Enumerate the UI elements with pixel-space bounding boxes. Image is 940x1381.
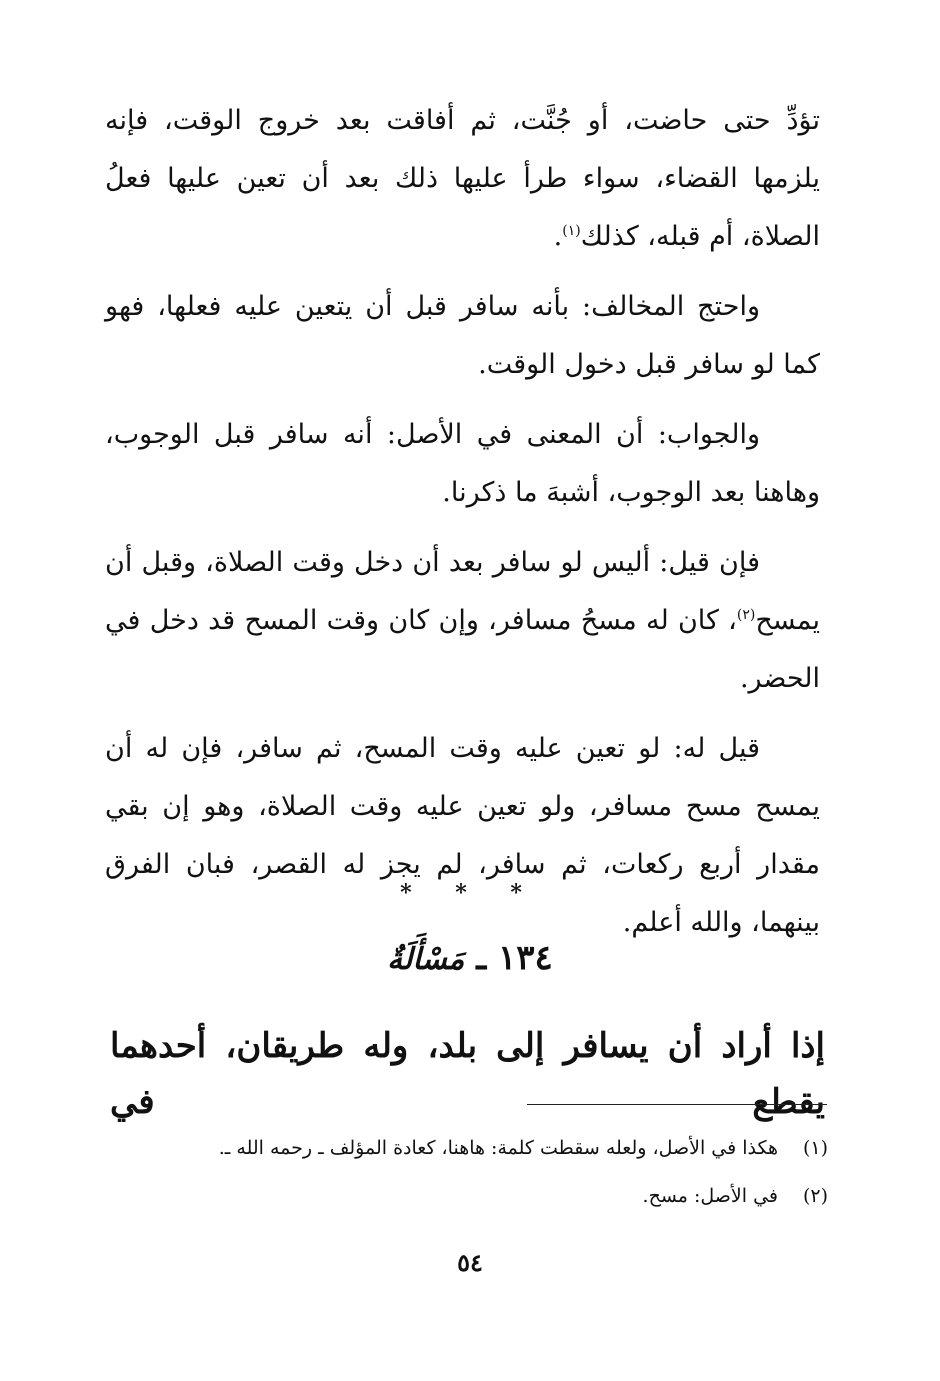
footnote-1-text: هكذا في الأصل، ولعله سقطت كلمة: هاهنا، كعادة المؤلف ـ رحمه الله ـ.: [218, 1137, 778, 1159]
footnote-divider: [527, 1104, 827, 1105]
paragraph-4: [105, 534, 820, 708]
footnote-1-number: (١): [802, 1137, 828, 1159]
paragraph-1-tail: .: [553, 221, 563, 252]
footnotes: [128, 1124, 828, 1220]
issue-word: مَسْأَلَةٌ: [387, 942, 465, 977]
paragraph-4-tail: ، كان له مسحُ مسافر، وإن كان وقت المسح قد دخل في الحضر.: [105, 605, 820, 694]
footnote-1: [128, 1124, 828, 1172]
footnote-2-text: في الأصل: مسح.: [642, 1185, 778, 1207]
footnote-ref-2[interactable]: (٢): [736, 607, 756, 623]
page-number: ٥٤: [457, 1248, 483, 1277]
paragraph-5: قيل له: لو تعين عليه وقت المسح، ثم سافر، فإن له أن يمسح مسح مسافر، ولو تعين عليه وقت الصلاة، وهو إن بقي مقدار أربع ركعات، ثم سافر، لم يجز له القصر، فبان الفرق بينهما، والله أعلم.: [105, 733, 820, 938]
issue-heading: [0, 938, 940, 978]
footnote-2: [128, 1172, 828, 1220]
issue-number: ١٣٤: [498, 938, 553, 978]
paragraph-2: واحتج المخالف: بأنه سافر قبل أن يتعين عليه فعلها، فهو كما لو سافر قبل دخول الوقت.: [105, 291, 820, 380]
paragraph-1: [105, 92, 820, 266]
issue-dash: ـ: [476, 938, 487, 978]
paragraph-4-text: فإن قيل: أليس لو سافر بعد أن دخل وقت الصلاة، وقبل أن يمسح: [105, 547, 820, 636]
paragraph-3: والجواب: أن المعنى في الأصل: أنه سافر قبل الوجوب، وهاهنا بعد الوجوب، أشبهَ ما ذكرنا.: [105, 419, 820, 508]
main-text-body: [105, 92, 820, 964]
paragraph-1-text: تؤدِّ حتى حاضت، أو جُنَّت، ثم أفاقت بعد خروج الوقت، فإنه يلزمها القضاء، سواء طرأ عليها ذلك بعد أن تعين عليها فعلُ الصلاة، أم قبله، كذلك: [105, 105, 820, 252]
section-separator: * * *: [400, 880, 540, 906]
footnote-2-number: (٢): [802, 1185, 828, 1207]
issue-lead-sentence: إذا أراد أن يسافر إلى بلد، وله طريقان، أحدهما يقطع في: [110, 1026, 825, 1122]
footnote-ref-1[interactable]: (١): [562, 223, 581, 239]
